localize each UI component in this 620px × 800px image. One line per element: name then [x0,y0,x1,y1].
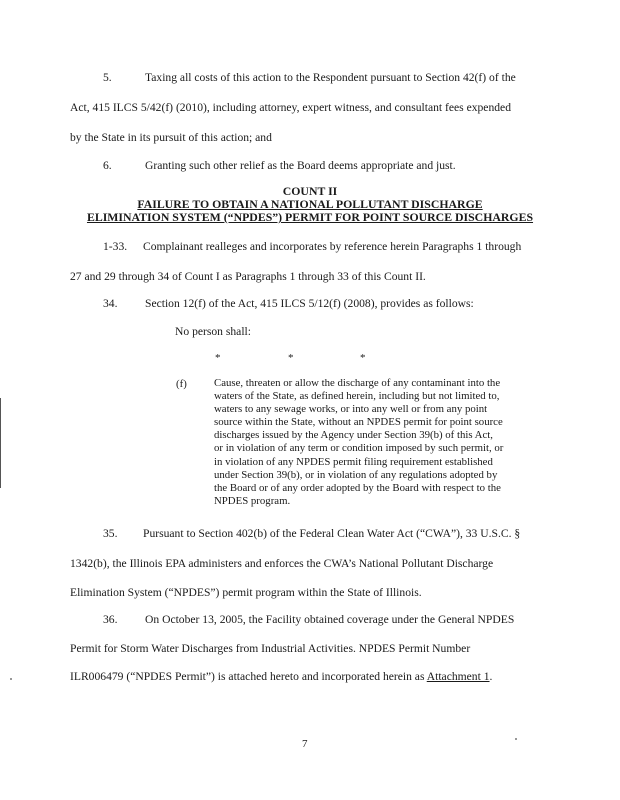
para-1-33-line1: Complainant realleges and incorporates by reference herein Paragraphs 1 through [143,240,522,253]
para-36-line1: On October 13, 2005, the Facility obtained coverage under the General NPDES [145,613,515,626]
statute-quote-line: discharges issued by the Agency under Section 39(b) of this Act, [214,429,493,442]
para-35-line2: 1342(b), the Illinois EPA administers and enforces the CWA’s National Pollutant Discharge [70,557,494,570]
scan-speck [10,678,12,680]
para-35-line1: Pursuant to Section 402(b) of the Federal Clean Water Act (“CWA”), 33 U.S.C. § [143,527,521,540]
para-1-33-line2: 27 and 29 through 34 of Count I as Paragraphs 1 through 33 of this Count II. [70,270,426,283]
para-36-line2: Permit for Storm Water Discharges from Industrial Activities. NPDES Permit Number [70,642,471,655]
para-35-line3: Elimination System (“NPDES”) permit program within the State of Illinois. [70,586,422,599]
count-subtitle-line1: FAILURE TO OBTAIN A NATIONAL POLLUTANT DISCHARGE [137,197,483,211]
item-5-text-line1: Taxing all costs of this action to the Respondent pursuant to Section 42(f) of the [145,71,516,84]
para-35-number: 35. [103,527,118,540]
statute-quote-line: Cause, threaten or allow the discharge of any contaminant into the [214,377,501,389]
para-1-33-number: 1-33. [103,240,128,253]
item-5-number: 5. [103,71,112,84]
statute-quote-line: waters to any sewage works, or into any well or from any point [214,403,488,416]
page-number: 7 [302,738,308,750]
attachment-1-reference: Attachment 1 [426,670,490,683]
statute-quote [214,377,544,508]
item-5-text-line3: by the State in its pursuit of this action; and [70,131,272,144]
statute-quote-line: the Board or of any order adopted by the Board with respect to the [214,481,501,494]
statute-quote-line: waters of the State, as defined herein, including but not limited to, [214,390,500,403]
statute-quote-line: source within the State, without an NPDES permit for point source [214,416,503,429]
no-person-shall: No person shall: [175,325,251,338]
statute-quote-line: in violation of any NPDES permit filing requirement established [214,455,493,468]
ellipsis-star-2: * [288,352,294,364]
statute-quote-line: or in violation of any term or condition imposed by such permit, or [214,442,504,455]
para-36-line3 [70,670,492,684]
item-6-number: 6. [103,159,112,172]
count-title: COUNT II [282,184,338,198]
para-36-number: 36. [103,613,118,626]
scan-edge-mark [0,398,1,488]
scan-speck [515,738,517,740]
item-6-text: Granting such other relief as the Board deems appropriate and just. [145,159,456,172]
count-subtitle-line2: ELIMINATION SYSTEM (“NPDES”) PERMIT FOR POINT SOURCE DISCHARGES [86,210,534,224]
statute-quote-line: NPDES program. [214,494,291,507]
para-34-number: 34. [103,297,118,310]
para-36-line3-suffix: . [489,670,493,683]
para-36-line3-prefix: ILR006479 (“NPDES Permit”) is attached hereto and incorporated herein as [70,670,427,683]
ellipsis-star-1: * [215,352,221,364]
subsection-f-label: (f) [176,378,187,390]
item-5-text-line2: Act, 415 ILCS 5/42(f) (2010), including attorney, expert witness, and consultant fees expended [70,101,511,114]
statute-quote-line: under Section 39(b), or in violation of any regulations adopted by [214,468,498,481]
para-34-text: Section 12(f) of the Act, 415 ILCS 5/12(f) (2008), provides as follows: [145,297,474,310]
ellipsis-star-3: * [360,352,366,364]
